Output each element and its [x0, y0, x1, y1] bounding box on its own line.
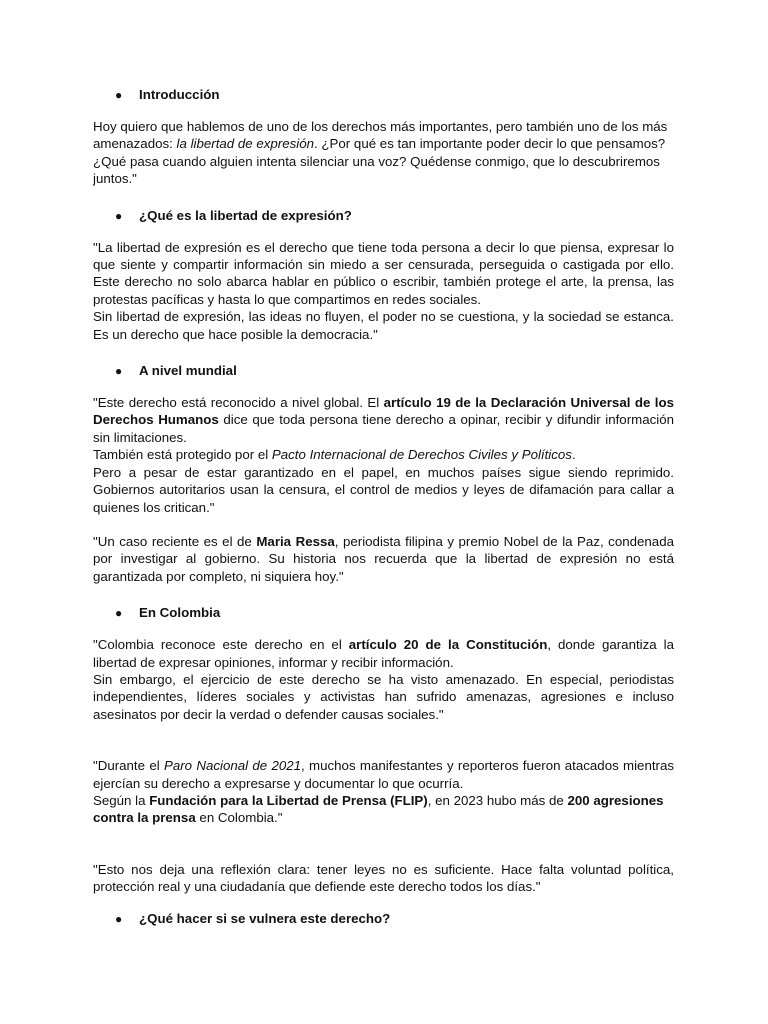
text-run: en Colombia." — [195, 810, 283, 826]
paragraph-flip — [93, 792, 674, 827]
text-run: , en 2023 hubo más de — [427, 792, 568, 808]
text-run: "Este derecho está reconocido a nivel global. El — [93, 395, 384, 411]
bold-run: Fundación para la Libertad de Prensa (FLIP) — [149, 792, 428, 808]
paragraph-paro-nacional — [93, 757, 674, 792]
text-run: , periodista filipina y premio Nobel de la Paz, condenada por investigar al gobierno. Su historia nos recuerda que la libertad de expresión no está garantizada por completo, ni siquiera hoy." — [93, 533, 674, 584]
text-run: , muchos manifestantes y reporteros fueron atacados mientras ejercían su derecho a expresarse y documentar lo que ocurría. — [93, 758, 675, 791]
heading-text: ¿Qué es la libertad de expresión? — [139, 207, 352, 223]
bold-run: Maria Ressa — [256, 533, 335, 549]
italic-run: Pacto Internacional de Derechos Civiles y Políticos — [271, 447, 572, 463]
paragraph-pacto — [93, 446, 674, 463]
text-run: . ¿Por qué es tan importante poder decir lo que pensamos? ¿Qué pasa cuando alguien intenta silenciar una voz? Quédense conmigo, que lo descubriremos juntos." — [93, 136, 666, 187]
heading-mundial — [93, 360, 674, 382]
paragraph-articulo-20 — [93, 636, 674, 671]
paragraph-articulo-19 — [93, 394, 674, 446]
bullet-icon: ● — [115, 606, 123, 621]
paragraph-reprimido: Pero a pesar de estar garantizado en el papel, en muchos países sigue siendo reprimido. Gobiernos autoritarios usan la censura, el control de medios y leyes de difamación para callar a quienes los critican." — [93, 464, 674, 515]
heading-text: A nivel mundial — [139, 363, 237, 379]
bold-run: 200 agresiones contra la prensa — [93, 792, 664, 826]
heading-text: ¿Qué hacer si se vulnera este derecho? — [139, 910, 391, 926]
italic-run: la libertad de expresión — [176, 136, 315, 152]
text-run: . — [571, 447, 576, 463]
bullet-icon: ● — [115, 364, 123, 379]
text-run: , donde garantiza la libertad de expresar opiniones, informar y recibir información. — [93, 637, 674, 670]
heading-text: En Colombia — [139, 605, 221, 621]
italic-run: Paro Nacional de 2021 — [163, 758, 302, 774]
text-run: dice que toda persona tiene derecho a opinar, recibir y difundir información sin limitaciones. — [93, 412, 674, 445]
bullet-icon: ● — [115, 911, 123, 926]
text-run: También está protegido por el — [93, 447, 272, 463]
paragraph-definicion: "La libertad de expresión es el derecho que tiene toda persona a decir lo que piensa, expresar lo que siente y compartir información sin miedo a ser censurada, perseguida o castigada por ello. Este derecho no solo abarca hablar en público o escribir, también protege el arte, la prensa, las protestas pacíficas y hasta lo que compartimos en redes sociales. — [93, 239, 674, 307]
document-body — [93, 84, 674, 930]
heading-que-hacer — [93, 908, 674, 930]
paragraph-maria-ressa — [93, 533, 674, 585]
bold-run: artículo 20 de la Constitución — [348, 637, 548, 653]
heading-que-es — [93, 205, 674, 227]
text-run: Según la — [93, 792, 150, 808]
paragraph-democracia: Sin libertad de expresión, las ideas no fluyen, el poder no se cuestiona, y la sociedad se estanca. Es un derecho que hace posible la democracia." — [93, 309, 674, 342]
text-run: "Un caso reciente es el de — [93, 533, 257, 549]
paragraph-reflexion: "Esto nos deja una reflexión clara: tener leyes no es suficiente. Hace falta voluntad política, protección real y una ciudadanía que defiende este derecho todos los días." — [93, 861, 674, 895]
heading-text: Introducción — [139, 87, 220, 102]
heading-colombia — [93, 602, 674, 624]
text-run: "Colombia reconoce este derecho en el — [93, 637, 349, 653]
text-run: "Durante el — [93, 758, 164, 774]
bullet-icon: ● — [115, 208, 123, 223]
paragraph-amenazas: Sin embargo, el ejercicio de este derecho se ha visto amenazado. En especial, periodistas independientes, líderes sociales y activistas han sufrido amenazas, agresiones e incluso asesinatos por decir la verdad o defender causas sociales." — [93, 671, 674, 722]
bold-run: artículo 19 de la Declaración Universal de los Derechos Humanos — [93, 395, 674, 428]
bullet-icon: ● — [115, 88, 123, 102]
paragraph-intro — [93, 118, 674, 188]
heading-introduccion — [93, 84, 674, 106]
text-run: Hoy quiero que hablemos de uno de los derechos más importantes, pero también uno de los más amenazados: — [93, 119, 668, 152]
